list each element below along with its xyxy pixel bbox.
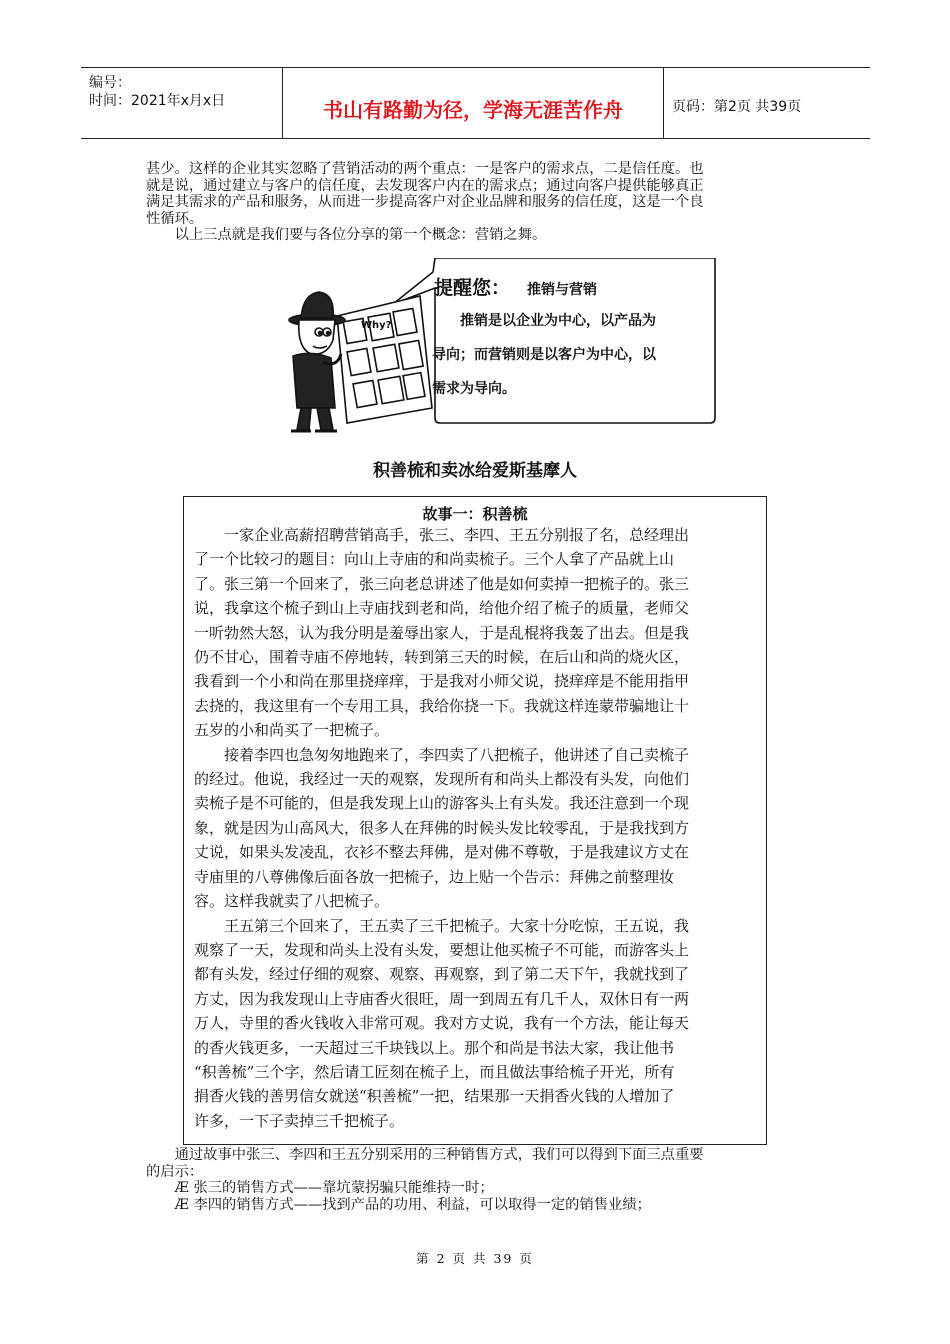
story-line: 万人，寺里的香火钱收入非常可观。我对方丈说，我有一个方法，能让每天 xyxy=(194,1014,690,1033)
story-line: “积善梳”三个字，然后请工匠刻在梳子上，而且做法事给梳子开光，所有 xyxy=(194,1062,675,1081)
why-sign-label: Why? xyxy=(361,320,392,331)
intro-line: 甚少。这样的企业其实忽略了营销活动的两个重点：一是客户的需求点，二是信任度。也 xyxy=(146,161,704,177)
story-line: 王五第三个回来了，王五卖了三千把梳子。大家十分吃惊，王五说，我 xyxy=(194,916,690,935)
story-line: 丈说，如果头发凌乱，衣衫不整去拜佛，是对佛不尊敬，于是我建议方丈在 xyxy=(194,843,690,862)
header-page-label: 页码：第2页 共39页 xyxy=(672,99,802,115)
conclusion-bullet: Æ 李四的销售方式——找到产品的功用、利益，可以取得一定的销售业绩； xyxy=(146,1196,651,1213)
document-number-label: 编号： xyxy=(89,75,131,91)
story-line: 卖梳子是不可能的，但是我发现上山的游客头上有头发。我还注意到一个现 xyxy=(194,794,690,813)
story-line: 仍不甘心，围着寺庙不停地转，转到第三天的时候，在后山和尚的烧火区， xyxy=(194,648,690,667)
story-line: 了一个比较刁的题目：向山上寺庙的和尚卖梳子。三个人拿了产品就上山 xyxy=(194,550,675,569)
story-line: 一家企业高薪招聘营销高手，张三、李四、王五分别报了名，总经理出 xyxy=(194,526,690,544)
intro-line: 满足其需求的产品和服务，从而进一步提高客户对企业品牌和服务的信任度，这是一个良 xyxy=(146,194,704,210)
bubble-line: 导向；而营销则是以客户为中心，以 xyxy=(432,347,656,363)
intro-line: 就是说，通过建立与客户的信任度，去发现客户内在的需求点；通过向客户提供能够真正 xyxy=(146,177,704,194)
bubble-line: 推销是以企业为中心，以产品为 xyxy=(432,313,656,329)
document-time-label: 时间：2021年x月x日 xyxy=(89,93,226,109)
story-title: 故事一：积善梳 xyxy=(422,505,528,523)
story-line: 都有头发，经过仔细的观察、观察、再观察，到了第二天下午，我就找到了 xyxy=(194,965,690,984)
story-line: 的香火钱更多，一天超过三千块钱以上。那个和尚是书法大家，我让他书 xyxy=(194,1038,675,1057)
story-line: 寺庙里的八尊佛像后面各放一把梳子，边上贴一个告示：拜佛之前整理妆 xyxy=(194,867,675,886)
bubble-text xyxy=(432,304,702,406)
conclusion-paragraph xyxy=(146,1147,810,1213)
page-header xyxy=(81,67,870,139)
header-motto-cell xyxy=(283,68,664,138)
story-line: 的经过。他说，我经过一天的观察，发现所有和尚头上都没有头发，向他们 xyxy=(194,770,690,789)
section-title: 积善梳和卖冰给爱斯基摩人 xyxy=(373,461,577,481)
page-footer: 第 2 页 共 39 页 xyxy=(416,1251,534,1266)
story-line: 容。这样我就卖了八把梳子。 xyxy=(194,892,390,911)
story-line: 了。张三第一个回来了，张三向老总讲述了他是如何卖掉一把梳子的。张三 xyxy=(194,574,690,593)
story-line: 象，就是因为山高风大，很多人在拜佛的时候头发比较零乱，于是我找到方 xyxy=(194,818,690,837)
header-meta-cell xyxy=(81,68,283,138)
story-box xyxy=(183,496,767,1145)
intro-line: 性循环。 xyxy=(146,210,204,227)
story-line: 许多，一下子卖掉三千把梳子。 xyxy=(194,1111,405,1130)
intro-paragraph xyxy=(146,161,810,244)
story-line: 捐香火钱的善男信女就送“积善梳”一把，结果那一天捐香火钱的人增加了 xyxy=(194,1087,675,1106)
story-line: 去挠的，我这里有一个专用工具，我给你挠一下。我就这样连蒙带骗地让十 xyxy=(194,696,690,715)
conclusion-bullet: Æ 张三的销售方式——靠坑蒙拐骗只能维持一时； xyxy=(146,1180,494,1196)
bubble-title: 提醒您： xyxy=(434,277,511,299)
cartoon-man xyxy=(289,292,345,431)
conclusion-line: 通过故事中张三、李四和王五分别采用的三种销售方式，我们可以得到下面三点重要 xyxy=(146,1147,704,1163)
story-line: 一听勃然大怒，认为我分明是羞辱出家人，于是乱棍将我轰了出去。但是我 xyxy=(194,623,690,642)
story-line: 我看到一个小和尚在那里挠痒痒，于是我对小师父说，挠痒痒是不能用指甲 xyxy=(194,672,690,691)
story-line: 说，我拿这个梳子到山上寺庙找到老和尚，给他介绍了梳子的质量，老师父 xyxy=(194,599,690,618)
bubble-line: 需求为导向。 xyxy=(432,381,516,397)
header-page-cell xyxy=(664,68,870,138)
intro-line: 以上三点就是我们要与各位分享的第一个概念：营销之舞。 xyxy=(146,227,547,243)
story-line: 五岁的小和尚买了一把梳子。 xyxy=(194,721,390,740)
conclusion-line: 的启示： xyxy=(146,1163,204,1180)
bubble-subtitle: 推销与营销 xyxy=(527,282,597,298)
story-line: 方丈，因为我发现山上寺庙香火很旺，周一到周五有几千人，双休日有一两 xyxy=(194,989,690,1008)
notice-board xyxy=(337,296,432,423)
header-motto: 书山有路勤为径，学海无涯苦作舟 xyxy=(323,98,623,122)
story-body xyxy=(194,523,760,1133)
story-line: 观察了一天，发现和尚头上没有头发，要想让他买梳子不可能，而游客头上 xyxy=(194,940,690,959)
story-line: 接着李四也急匆匆地跑来了，李四卖了八把梳子，他讲述了自己卖梳子 xyxy=(194,745,690,764)
